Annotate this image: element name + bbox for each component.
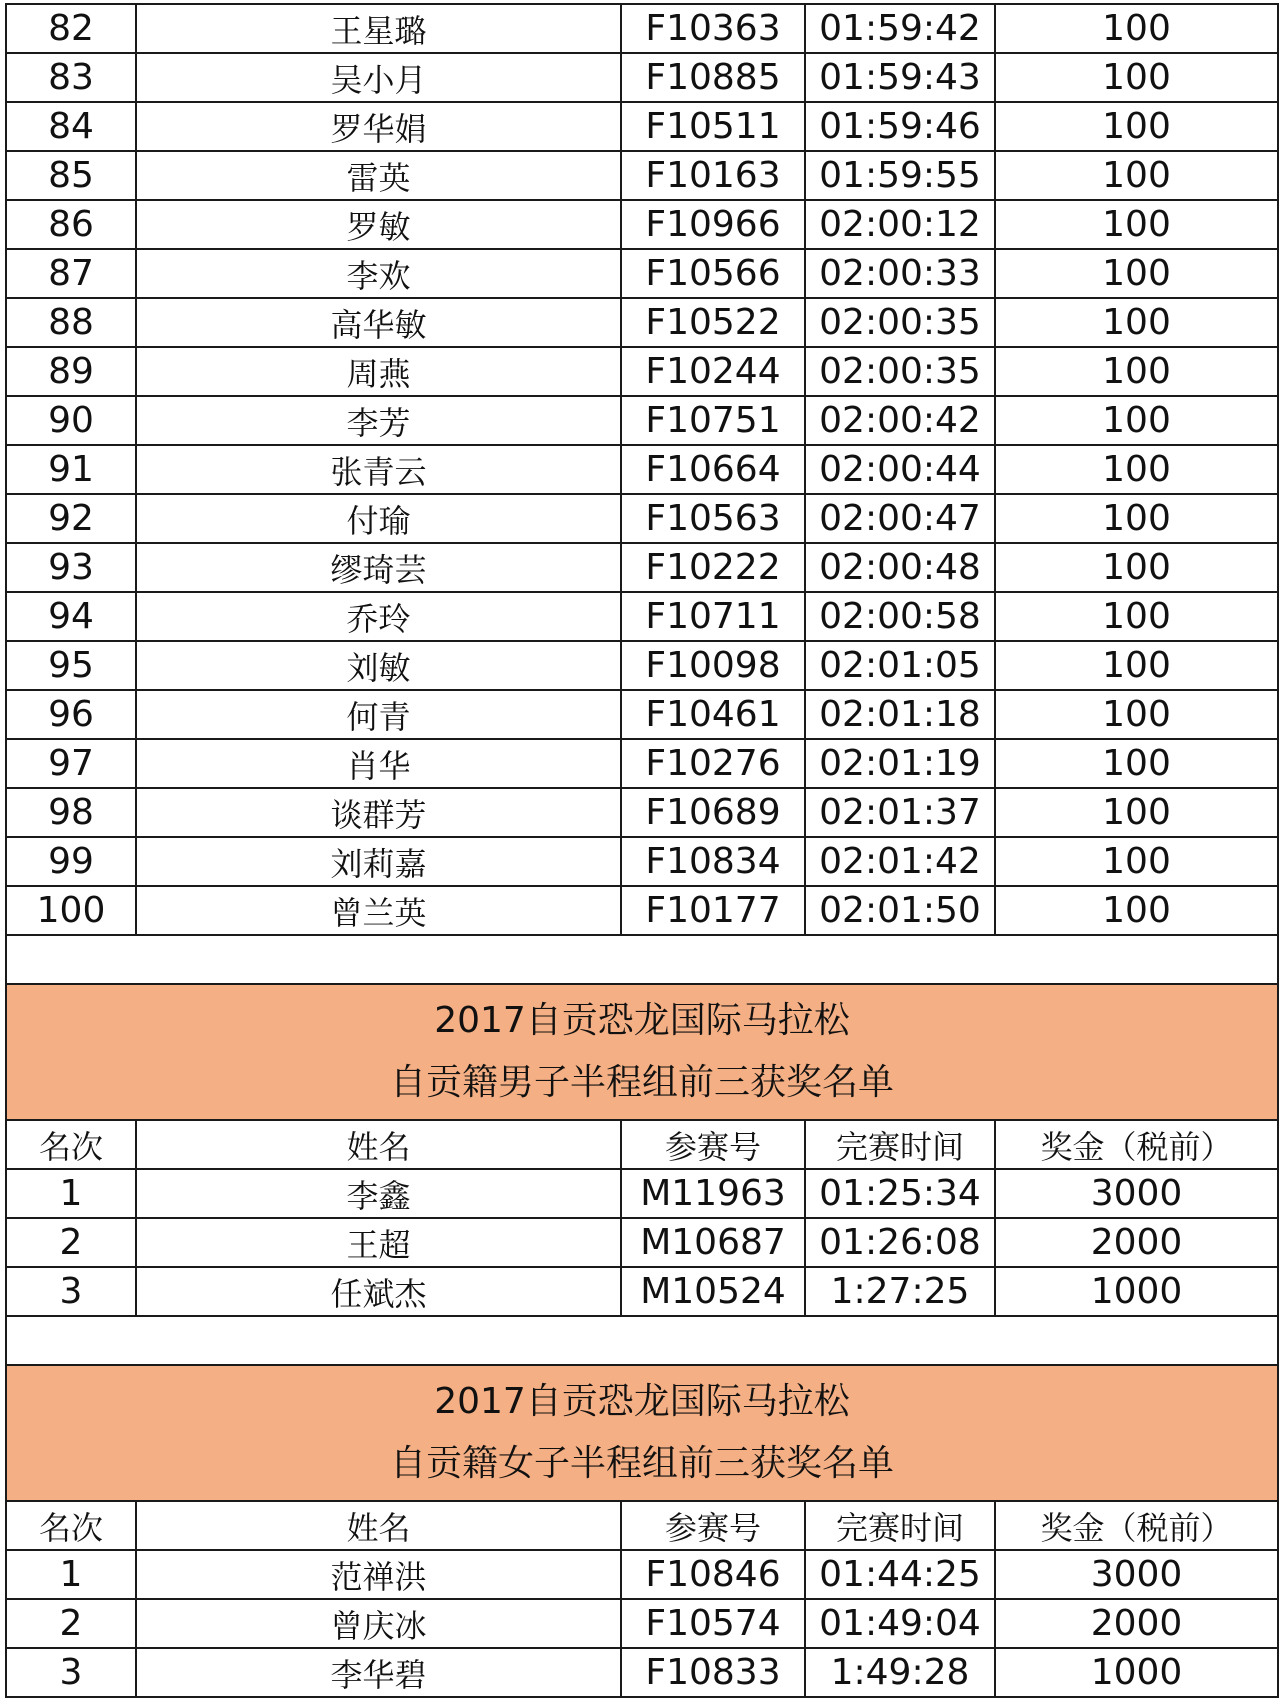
prize-cell: 1000: [995, 1648, 1278, 1697]
rank-cell: 2: [6, 1599, 136, 1648]
table-header-row: [6, 1501, 1278, 1550]
time-cell: 02:01:42: [805, 837, 995, 886]
women-half-title-line2: 自贡籍女子半程组前三获奖名单: [389, 1443, 894, 1484]
time-cell: 02:01:19: [805, 739, 995, 788]
prize-cell: 1000: [995, 1267, 1278, 1316]
name-cell: 雷英: [136, 151, 621, 200]
bib-cell: M10687: [621, 1218, 805, 1267]
name-cell: 刘敏: [136, 641, 621, 690]
table-row: [6, 1169, 1278, 1218]
time-cell: 1:49:28: [805, 1648, 995, 1697]
prize-cell: 100: [995, 102, 1278, 151]
rank-cell: 98: [6, 788, 136, 837]
bib-cell: F10711: [621, 592, 805, 641]
name-cell: 曾兰英: [136, 886, 621, 935]
time-cell: 02:00:44: [805, 445, 995, 494]
bib-cell: F10276: [621, 739, 805, 788]
table-row: [6, 445, 1278, 494]
bib-cell: F10574: [621, 1599, 805, 1648]
time-cell: 02:01:50: [805, 886, 995, 935]
name-cell: 李欢: [136, 249, 621, 298]
table-row: [6, 739, 1278, 788]
bib-cell: F10098: [621, 641, 805, 690]
blank-row: [6, 935, 1278, 984]
prize-cell: 100: [995, 592, 1278, 641]
time-cell: 02:00:42: [805, 396, 995, 445]
name-cell: 乔玲: [136, 592, 621, 641]
table-row: [6, 396, 1278, 445]
table-row: [6, 347, 1278, 396]
header-time: 完赛时间: [805, 1501, 995, 1550]
rank-cell: 3: [6, 1267, 136, 1316]
time-cell: 01:44:25: [805, 1550, 995, 1599]
name-cell: 缪琦芸: [136, 543, 621, 592]
table-row: [6, 690, 1278, 739]
name-cell: 高华敏: [136, 298, 621, 347]
rank-cell: 94: [6, 592, 136, 641]
name-cell: 刘莉嘉: [136, 837, 621, 886]
rank-cell: 100: [6, 886, 136, 935]
bib-cell: F10566: [621, 249, 805, 298]
rank-cell: 2: [6, 1218, 136, 1267]
table-row: [6, 53, 1278, 102]
header-time: 完赛时间: [805, 1120, 995, 1169]
time-cell: 02:01:37: [805, 788, 995, 837]
name-cell: 李鑫: [136, 1169, 621, 1218]
table-row: [6, 1218, 1278, 1267]
name-cell: 李芳: [136, 396, 621, 445]
rank-cell: 83: [6, 53, 136, 102]
rank-cell: 97: [6, 739, 136, 788]
rank-cell: 95: [6, 641, 136, 690]
name-cell: 付瑜: [136, 494, 621, 543]
rank-cell: 85: [6, 151, 136, 200]
bib-cell: F10966: [621, 200, 805, 249]
rank-cell: 1: [6, 1550, 136, 1599]
name-cell: 曾庆冰: [136, 1599, 621, 1648]
time-cell: 02:01:18: [805, 690, 995, 739]
table-row: [6, 1648, 1278, 1697]
table-row: [6, 151, 1278, 200]
bib-cell: F10244: [621, 347, 805, 396]
prize-cell: 100: [995, 445, 1278, 494]
bib-cell: F10522: [621, 298, 805, 347]
prize-cell: 100: [995, 886, 1278, 935]
women-half-title: [6, 1365, 1278, 1501]
table-row: [6, 249, 1278, 298]
header-bib: 参赛号: [621, 1501, 805, 1550]
bib-cell: F10461: [621, 690, 805, 739]
header-rank: 名次: [6, 1501, 136, 1550]
prize-cell: 100: [995, 739, 1278, 788]
name-cell: 罗华娟: [136, 102, 621, 151]
rank-cell: 86: [6, 200, 136, 249]
rank-cell: 84: [6, 102, 136, 151]
bib-cell: M11963: [621, 1169, 805, 1218]
time-cell: 02:00:12: [805, 200, 995, 249]
table-row: [6, 494, 1278, 543]
rank-cell: 92: [6, 494, 136, 543]
results-sheet: [5, 3, 1279, 1698]
name-cell: 罗敏: [136, 200, 621, 249]
prize-cell: 100: [995, 298, 1278, 347]
prize-cell: 100: [995, 151, 1278, 200]
bib-cell: F10363: [621, 4, 805, 53]
table-row: [6, 592, 1278, 641]
table-row: [6, 298, 1278, 347]
name-cell: 何青: [136, 690, 621, 739]
prize-cell: 100: [995, 494, 1278, 543]
rank-cell: 91: [6, 445, 136, 494]
table-row: [6, 543, 1278, 592]
time-cell: 02:00:35: [805, 298, 995, 347]
time-cell: 02:01:05: [805, 641, 995, 690]
time-cell: 1:27:25: [805, 1267, 995, 1316]
prize-cell: 2000: [995, 1599, 1278, 1648]
table-row: [6, 200, 1278, 249]
time-cell: 01:26:08: [805, 1218, 995, 1267]
time-cell: 02:00:35: [805, 347, 995, 396]
bib-cell: F10689: [621, 788, 805, 837]
time-cell: 01:49:04: [805, 1599, 995, 1648]
prize-cell: 100: [995, 200, 1278, 249]
header-prize: 奖金（税前）: [995, 1120, 1278, 1169]
men-half-title: [6, 984, 1278, 1120]
men-half-title-line1: 2017自贡恐龙国际马拉松: [434, 1000, 850, 1041]
time-cell: 02:00:58: [805, 592, 995, 641]
prize-cell: 100: [995, 543, 1278, 592]
bib-cell: F10833: [621, 1648, 805, 1697]
men-half-title-line2: 自贡籍男子半程组前三获奖名单: [389, 1062, 894, 1103]
header-name: 姓名: [136, 1501, 621, 1550]
table-row: [6, 102, 1278, 151]
header-rank: 名次: [6, 1120, 136, 1169]
table-header-row: [6, 1120, 1278, 1169]
name-cell: 肖华: [136, 739, 621, 788]
prize-cell: 100: [995, 837, 1278, 886]
time-cell: 01:59:46: [805, 102, 995, 151]
rank-cell: 88: [6, 298, 136, 347]
time-cell: 01:59:42: [805, 4, 995, 53]
name-cell: 李华碧: [136, 1648, 621, 1697]
header-name: 姓名: [136, 1120, 621, 1169]
bib-cell: F10834: [621, 837, 805, 886]
blank-row: [6, 1316, 1278, 1365]
rank-cell: 93: [6, 543, 136, 592]
bib-cell: F10751: [621, 396, 805, 445]
prize-cell: 2000: [995, 1218, 1278, 1267]
time-cell: 01:59:43: [805, 53, 995, 102]
table-row: [6, 1267, 1278, 1316]
name-cell: 王星璐: [136, 4, 621, 53]
name-cell: 王超: [136, 1218, 621, 1267]
name-cell: 任斌杰: [136, 1267, 621, 1316]
time-cell: 02:00:33: [805, 249, 995, 298]
blank-cell: [6, 1316, 1278, 1365]
rank-cell: 3: [6, 1648, 136, 1697]
bib-cell: M10524: [621, 1267, 805, 1316]
rank-cell: 89: [6, 347, 136, 396]
prize-cell: 100: [995, 53, 1278, 102]
bib-cell: F10563: [621, 494, 805, 543]
header-bib: 参赛号: [621, 1120, 805, 1169]
prize-cell: 100: [995, 396, 1278, 445]
results-sheet-body: [6, 4, 1278, 1697]
prize-cell: 100: [995, 4, 1278, 53]
rank-cell: 82: [6, 4, 136, 53]
section-title-row: [6, 1365, 1278, 1501]
table-row: [6, 1550, 1278, 1599]
section-title-row: [6, 984, 1278, 1120]
bib-cell: F10885: [621, 53, 805, 102]
time-cell: 02:00:48: [805, 543, 995, 592]
prize-cell: 3000: [995, 1169, 1278, 1218]
bib-cell: F10664: [621, 445, 805, 494]
header-prize: 奖金（税前）: [995, 1501, 1278, 1550]
table-row: [6, 1599, 1278, 1648]
prize-cell: 100: [995, 788, 1278, 837]
name-cell: 周燕: [136, 347, 621, 396]
prize-cell: 100: [995, 641, 1278, 690]
name-cell: 吴小月: [136, 53, 621, 102]
prize-cell: 3000: [995, 1550, 1278, 1599]
rank-cell: 99: [6, 837, 136, 886]
rank-cell: 87: [6, 249, 136, 298]
prize-cell: 100: [995, 249, 1278, 298]
table-row: [6, 641, 1278, 690]
rank-cell: 1: [6, 1169, 136, 1218]
time-cell: 02:00:47: [805, 494, 995, 543]
table-row: [6, 886, 1278, 935]
rank-cell: 90: [6, 396, 136, 445]
bib-cell: F10177: [621, 886, 805, 935]
women-half-title-line1: 2017自贡恐龙国际马拉松: [434, 1381, 850, 1422]
time-cell: 01:25:34: [805, 1169, 995, 1218]
table-row: [6, 788, 1278, 837]
rank-cell: 96: [6, 690, 136, 739]
bib-cell: F10511: [621, 102, 805, 151]
table-row: [6, 837, 1278, 886]
bib-cell: F10222: [621, 543, 805, 592]
time-cell: 01:59:55: [805, 151, 995, 200]
name-cell: 谈群芳: [136, 788, 621, 837]
bib-cell: F10163: [621, 151, 805, 200]
bib-cell: F10846: [621, 1550, 805, 1599]
table-row: [6, 4, 1278, 53]
prize-cell: 100: [995, 347, 1278, 396]
prize-cell: 100: [995, 690, 1278, 739]
blank-cell: [6, 935, 1278, 984]
name-cell: 范禅洪: [136, 1550, 621, 1599]
name-cell: 张青云: [136, 445, 621, 494]
